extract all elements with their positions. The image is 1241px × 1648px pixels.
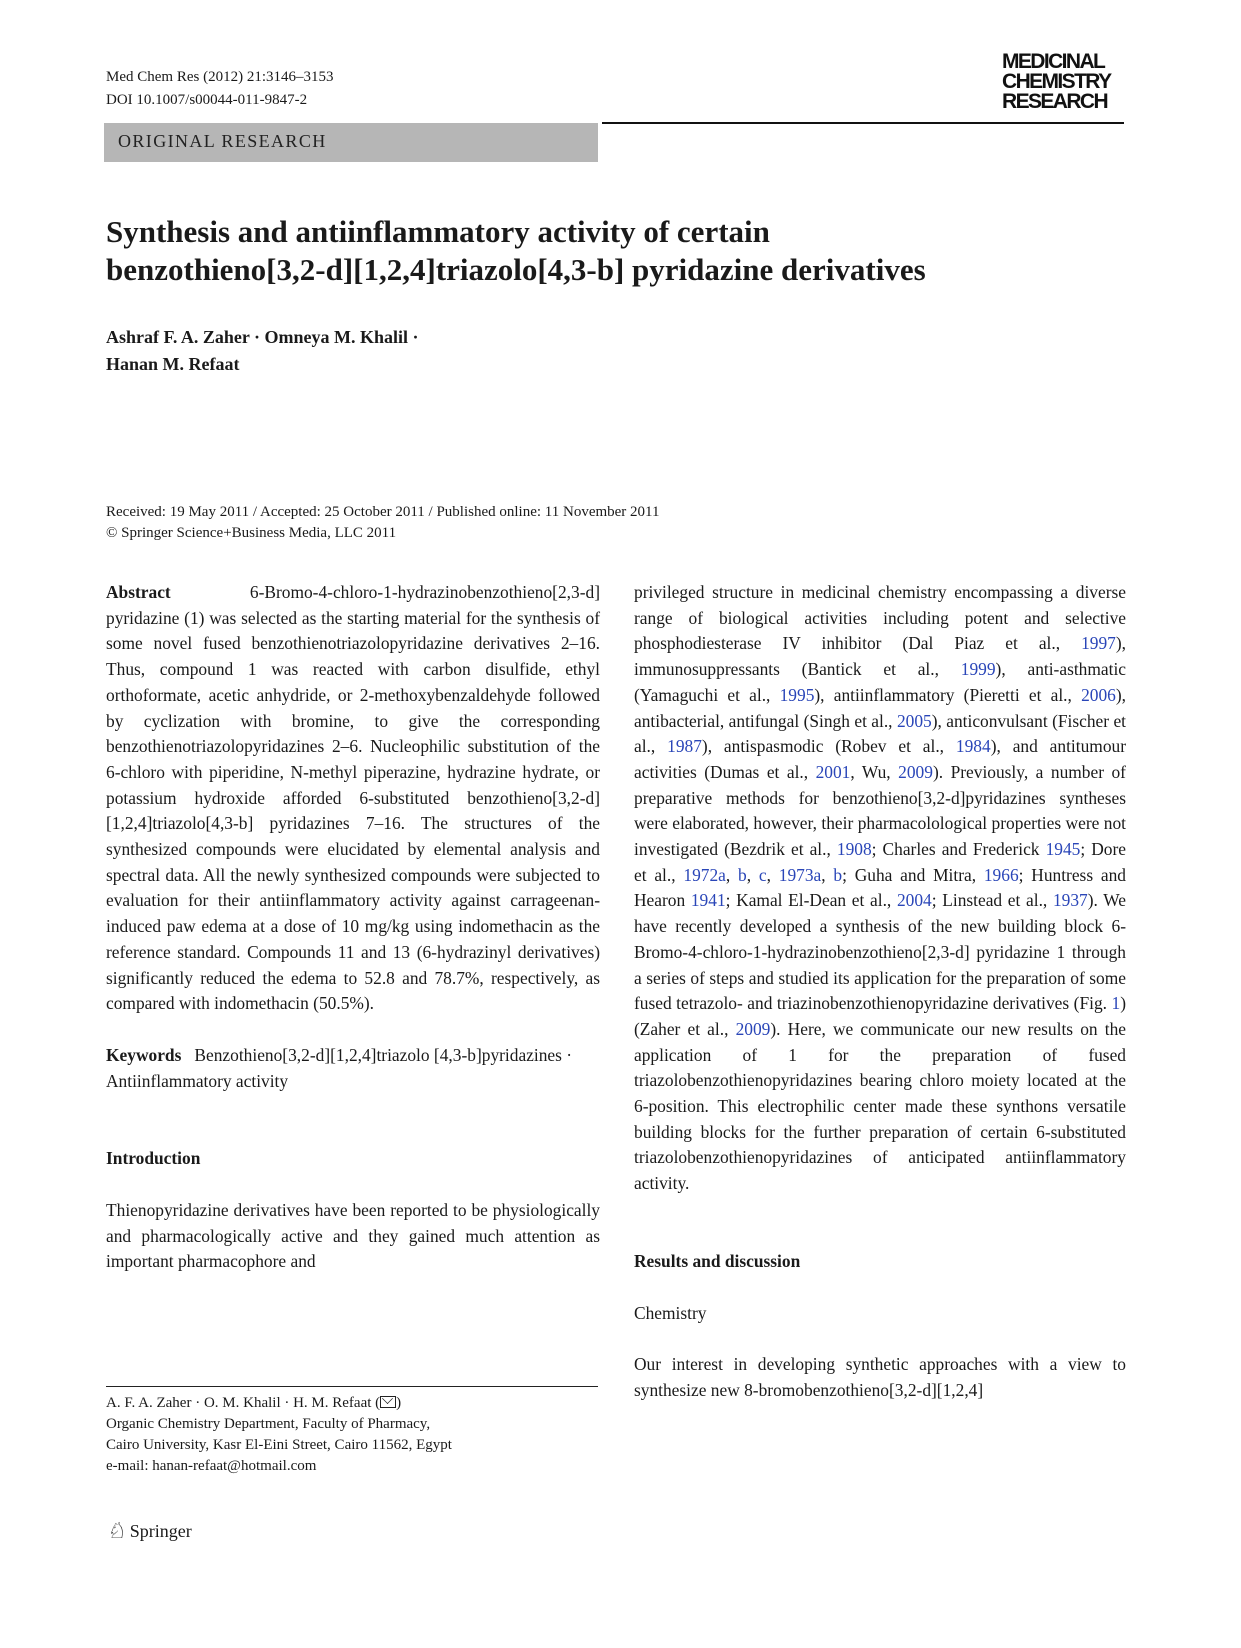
citation-link[interactable]: b [833, 864, 843, 885]
affiliation-email[interactable]: e-mail: hanan-refaat@hotmail.com [106, 1458, 317, 1474]
chemistry-heading: Chemistry [634, 1302, 707, 1323]
citation-link[interactable]: c [758, 864, 767, 885]
intro-text-segment: ), antibacterial, antifungal (Singh et al., [634, 684, 1126, 731]
citation-link[interactable]: 1972a [683, 864, 726, 885]
intro-text-segment: ), anticonvulsant (Fischer et al., [634, 710, 1126, 757]
chemistry-text: Our interest in developing synthetic approaches with a view to synthesize new 8-bromobenzothieno[3,2-d][1,2,4] [634, 1354, 1126, 1400]
citation-link[interactable]: 2006 [1081, 684, 1116, 705]
citation-link[interactable]: 1997 [1081, 633, 1116, 654]
title-line-1: Synthesis and antiinflammatory activity of certain [106, 214, 770, 249]
citation-link[interactable]: 2001 [815, 761, 851, 782]
intro-text-segment: ), and antitumour activities (Dumas et al., [634, 736, 1126, 782]
intro-text-segment: privileged structure in medicinal chemistry encompassing a diverse range of biological activities including potent and selective phosphodiesterase IV inhibitor (Dal Piaz et al., [634, 582, 1126, 654]
citation-link[interactable]: 1999 [960, 659, 996, 680]
citation-link[interactable]: 1908 [836, 839, 872, 860]
affiliation-authors-close: ) [396, 1395, 402, 1411]
logo-line-1: MEDICINAL [1002, 50, 1105, 73]
journal-reference [106, 66, 333, 112]
footnote-rule [106, 1386, 598, 1387]
affiliation-department: Organic Chemistry Department, Faculty of Pharmacy, [106, 1416, 431, 1432]
intro-text-segment: ), anti-asthmatic (Yamaguchi et al., [634, 659, 1126, 705]
intro-text-segment: ; Linstead et al., [931, 890, 1053, 911]
journal-logo [1002, 52, 1124, 112]
introduction-text: Thienopyridazine derivatives have been reported to be physiologically and pharmacologically active and they gained much attention as important pharmacophore and [106, 1200, 600, 1272]
intro-text-segment: ). We have recently developed a synthesis of the new building block 6-Bromo-4-chloro-1-hydrazinobenzothieno[2,3-d] pyridazine 1 through a series of steps and studied its application for the preparation of some fused tetrazolo- and triazinobenzothienopyridazine derivatives (Fig. [634, 890, 1126, 1014]
figure-link[interactable]: 1 [1111, 993, 1121, 1014]
authors-line-1: Ashraf F. A. Zaher · Omneya M. Khalil · [106, 327, 419, 347]
intro-text-segment: ). Here, we communicate our new results on the application of 1 for the preparation of fused triazolobenzothienopyridazines bearing chloro moiety located at the 6-position. This electrophilic center made these synthons versatile building blocks for the further preparation of certain 6-substituted triazolobenzothienopyridazines of anticipated antiinflammatory activity. [634, 1018, 1126, 1194]
left-column [106, 580, 600, 1275]
introduction-continued [634, 580, 1126, 1197]
citation-link[interactable]: 2005 [896, 710, 932, 731]
intro-text-segment: ), immunosuppressants (Bantick et al., [634, 633, 1126, 680]
citation-link[interactable]: 1941 [690, 890, 726, 911]
publication-dates [106, 502, 660, 544]
section-banner [104, 123, 598, 162]
copyright-line: © Springer Science+Business Media, LLC 2011 [106, 525, 397, 541]
citation-link[interactable]: 1995 [779, 684, 815, 705]
citation-link[interactable]: 1984 [955, 736, 991, 757]
intro-text-segment: ; Charles and Frederick [871, 839, 1046, 860]
citation-link[interactable]: b [738, 864, 747, 885]
header-rule [602, 122, 1124, 124]
citation-link[interactable]: 2009 [735, 1018, 771, 1039]
logo-line-3: RESEARCH [1002, 90, 1108, 113]
citation-link[interactable]: 1966 [983, 864, 1019, 885]
abstract-label: Abstract [106, 582, 171, 602]
intro-text-segment: , [766, 864, 779, 885]
publisher-mark [106, 1518, 192, 1544]
citation-link[interactable]: 1937 [1052, 890, 1088, 911]
authors-line-2: Hanan M. Refaat [106, 354, 240, 374]
affiliation-authors [106, 1393, 452, 1414]
affiliation-address: Cairo University, Kasr El-Eini Street, Cairo 11562, Egypt [106, 1437, 452, 1453]
intro-text-segment: ; Guha and Mitra, [842, 864, 984, 885]
citation-link[interactable]: 2009 [898, 761, 933, 782]
logo-line-2: CHEMISTRY [1002, 70, 1111, 93]
citation-link[interactable]: 1973a [778, 864, 822, 885]
abstract [106, 580, 600, 1017]
intro-text-segment: ), antiinflammatory (Pieretti et al., [814, 684, 1082, 705]
keywords [106, 1043, 600, 1094]
author-affiliation [106, 1393, 452, 1477]
dates-line: Received: 19 May 2011 / Accepted: 25 October 2011 / Published online: 11 November 2011 [106, 504, 660, 520]
intro-text-segment: , [725, 864, 739, 885]
section-banner-label: ORIGINAL RESEARCH [118, 131, 327, 151]
doi: DOI 10.1007/s00044-011-9847-2 [106, 92, 308, 108]
title-line-2: benzothieno[3,2-d][1,2,4]triazolo[4,3-b] pyridazine derivatives [106, 252, 926, 287]
intro-text-segment: ; Dore et al., [634, 839, 1126, 885]
citation-link[interactable]: 2004 [896, 890, 932, 911]
publisher-name: Springer [129, 1520, 192, 1541]
intro-text-segment: , [821, 864, 834, 885]
journal-citation: Med Chem Res (2012) 21:3146–3153 [106, 69, 334, 85]
intro-text-segment: ; Huntress and Hearon [634, 864, 1126, 911]
intro-text-segment: ). Previously, a number of preparative methods for benzothieno[3,2-d]pyridazines syntheses were elaborated, however, their pharmacolological properties were not investigated (Bezdrik et al., [634, 761, 1126, 860]
intro-text-segment: ; Kamal El-Dean et al., [725, 890, 897, 911]
keywords-label: Keywords [106, 1044, 182, 1065]
author-list [106, 324, 419, 378]
keywords-text: Benzothieno[3,2-d][1,2,4]triazolo [4,3-b]pyridazines · Antiinflammatory activity [106, 1044, 573, 1091]
right-column [634, 580, 1126, 1404]
springer-horse-icon: ♘ [106, 1518, 126, 1543]
intro-text-segment: , Wu, [850, 761, 899, 782]
results-heading: Results and discussion [634, 1250, 801, 1271]
intro-text-segment: ) (Zaher et al., [634, 993, 1126, 1039]
citation-link[interactable]: 1945 [1045, 839, 1081, 860]
intro-text-segment: ), antispasmodic (Robev et al., [701, 736, 956, 757]
introduction-heading: Introduction [106, 1148, 201, 1169]
intro-text-segment: , [746, 864, 759, 885]
affiliation-authors-text: A. F. A. Zaher · O. M. Khalil · H. M. Refaat ( [106, 1395, 381, 1411]
article-title [106, 213, 1106, 289]
citation-link[interactable]: 1987 [667, 736, 702, 757]
envelope-icon [380, 1396, 396, 1408]
abstract-text: 6-Bromo-4-chloro-1-hydrazinobenzothieno[2,3-d] pyridazine (1) was selected as the starting material for the synthesis of some novel fused benzothienotriazolopyridazine derivatives 2–16. Thus, compound 1 was reacted with carbon disulfide, ethyl orthoformate, acetic anhydride, or 2-methoxybenzaldehyde followed by cyclization with bromine, to give the corresponding benzothienotriazolopyridazines 2–6. Nucleophilic substitution of the 6-chloro with piperidine, N-methyl piperazine, hydrazine hydrate, or potassium hydroxide afforded 6-substituted benzothieno[3,2-d][1,2,4]triazolo[4,3-b] pyridazines 7–16. The structures of the synthesized compounds were elucidated by elemental analysis and spectral data. All the newly synthesized compounds were subjected to evaluation for their antiinflammatory activity against carrageenan-induced paw edema at a dose of 10 mg/kg using indomethacin as the reference standard. Compounds 11 and 13 (6-hydrazinyl derivatives) significantly reduced the edema to 52.8 and 78.7%, respectively, as compared with indomethacin (50.5%). [106, 582, 600, 1014]
